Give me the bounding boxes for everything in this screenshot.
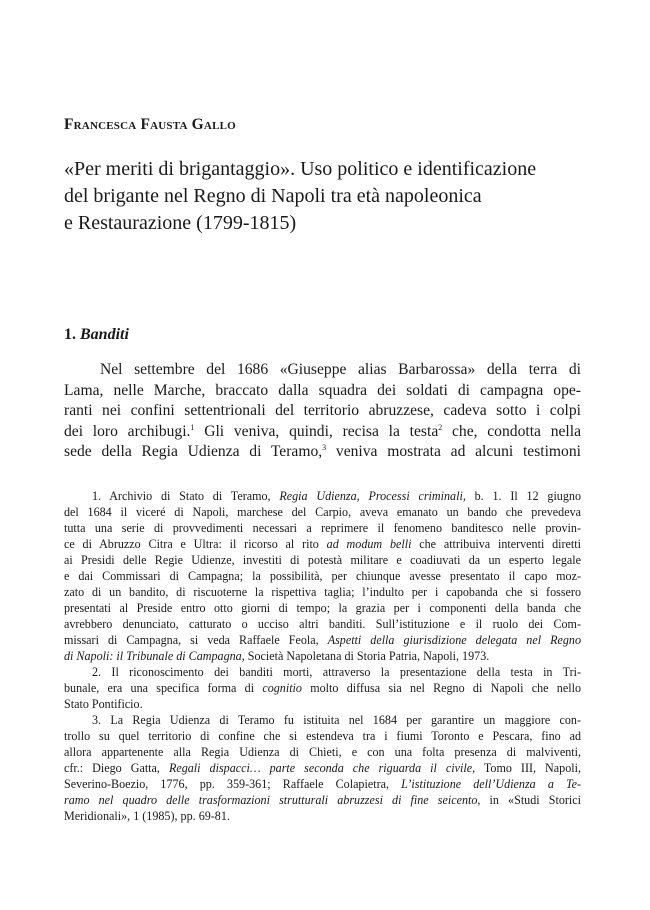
note-italic: ad modum belli: [326, 537, 412, 551]
note-text: Società Napoletana di Storia Patria, Napoli, 1973.: [244, 649, 490, 663]
footnote-1-line: [64, 632, 581, 648]
title-line: «Per meriti di brigantaggio». Uso politico e identificazione: [64, 158, 537, 180]
note-text: , Tomo III, Napoli,: [472, 761, 581, 775]
author-name: Francesca Fausta Gallo: [64, 116, 236, 133]
footnote-3-line: [64, 760, 581, 776]
note-text: ce di Abruzzo Citra e Ultra: il ricorso al rito: [64, 537, 327, 551]
note-text: missari di Campagna, si veda Raffaele Feola,: [64, 633, 328, 647]
body-paragraph: [64, 360, 581, 463]
body-line: Lama, nelle Marche, braccato dalla squadra dei soldati di campagna ope-: [64, 381, 581, 399]
body-line: ranti nei confini settentrionali del territorio abruzzese, cadeva sotto i colpi: [64, 402, 581, 420]
footnote-3-line: [64, 792, 581, 808]
title-line: e Restaurazione (1799-1815): [64, 212, 297, 234]
section-number: 1.: [64, 326, 76, 343]
footnote-ref[interactable]: 3: [322, 443, 327, 453]
footnote-2-line: 2. Il riconoscimento dei banditi morti, attraverso la presentazione della testa in Tri-: [92, 665, 581, 679]
footnote-ref[interactable]: 2: [438, 422, 443, 432]
footnote-1-line: zato di un bandito, di riscuoterne la rispettiva taglia; l’indulto per i capobanda che si fossero: [64, 585, 581, 599]
body-line: [64, 442, 581, 463]
note-italic: L’istituzione dell’Udienza a Te-: [401, 777, 582, 791]
note-italic: di Napoli: il Tribunale di Campagna,: [64, 649, 245, 663]
title-line: del brigante nel Regno di Napoli tra età napoleonica: [64, 185, 482, 207]
footnote-3-line: [64, 776, 581, 792]
footnote-2-line: Stato Pontificio.: [64, 697, 143, 711]
body-text: sede della Regia Udienza di Teramo,: [64, 443, 323, 461]
body-line: Nel settembre del 1686 «Giuseppe alias Barbarossa» della terra di: [100, 361, 581, 378]
body-text: Gli veniva, quindi, recisa la testa: [194, 422, 439, 440]
footnote-3-line: allora appartenente alla Regia Udienza di Chieti, e con una folta presenza di malviventi,: [64, 745, 581, 759]
footnote-1-line: [64, 536, 581, 552]
footnote-1-line: [64, 488, 581, 504]
footnote-1-line: e dai Commissari di Campagna; la possibilità, per chiunque avesse presentato il capo moz-: [64, 569, 581, 583]
note-italic: cognitio: [262, 681, 302, 695]
article-title: [64, 156, 584, 237]
footnote-1-line: presentati al Preside entro otto giorni di tempo; la grazia per i componenti della banda che: [64, 601, 581, 615]
footnote-2-line: [64, 680, 581, 696]
footnotes: [64, 488, 581, 824]
note-text: bunale, era una specifica forma di: [64, 681, 263, 695]
note-italic: ramo nel quadro delle trasformazioni strutturali abruzzesi di fine seicento: [64, 793, 478, 807]
note-italic: Regali dispacci… parte seconda che riguarda il civile: [168, 761, 473, 775]
footnote-1-line: [64, 648, 581, 664]
footnote-ref[interactable]: 1: [190, 422, 195, 432]
section-heading: [64, 326, 129, 344]
footnote-1-line: del 1684 il viceré di Napoli, marchese del Carpio, aveva emanato un bando che prevedeva: [64, 505, 581, 519]
note-text: Severino-Boezio, 1776, pp. 359-361; Raffaele Colapietra,: [64, 777, 402, 791]
footnote-1-line: tutta una serie di provvedimenti necessari a reprimere il fenomeno banditesco nelle provin-: [64, 521, 581, 535]
note-text: molto diffusa sia nel Regno di Napoli che nello: [301, 681, 581, 695]
body-line: [64, 422, 581, 443]
footnote-1-line: avrebbero denunciato, catturato o ucciso altri banditi. Sull’istituzione e il ruolo dei Com-: [64, 617, 581, 631]
section-name: Banditi: [80, 326, 129, 343]
footnote-3-line: trollo su quel territorio di confine che si estendeva tra i fiumi Toronto e Pescara, fino ad: [64, 729, 581, 743]
body-text: che, condotta nella: [442, 422, 581, 440]
body-text: dei loro archibugi.: [64, 422, 191, 440]
footnote-3-line: 3. La Regia Udienza di Teramo fu istituita nel 1684 per garantire un maggiore con-: [92, 713, 581, 727]
note-text: cfr.: Diego Gatta,: [64, 761, 169, 775]
footnote-1-line: ai Presidi delle Regie Udienze, investiti di potestà militare e coadiuvati da un esperto legale: [64, 553, 581, 567]
note-text: 1. Archivio di Stato di Teramo,: [92, 489, 280, 503]
footnote-3-line: Meridionali», 1 (1985), pp. 69-81.: [64, 809, 230, 823]
note-text: che attribuiva interventi diretti: [411, 537, 581, 551]
note-text: , in «Studi Storici: [477, 793, 581, 807]
note-text: , b. 1. Il 12 giugno: [462, 489, 581, 503]
note-italic: Aspetti della giurisdizione delegata nel Regno: [327, 633, 581, 647]
note-italic: Regia Udienza, Processi criminali: [279, 489, 463, 503]
body-text: veniva mostrata ad alcuni testimoni: [326, 443, 581, 461]
